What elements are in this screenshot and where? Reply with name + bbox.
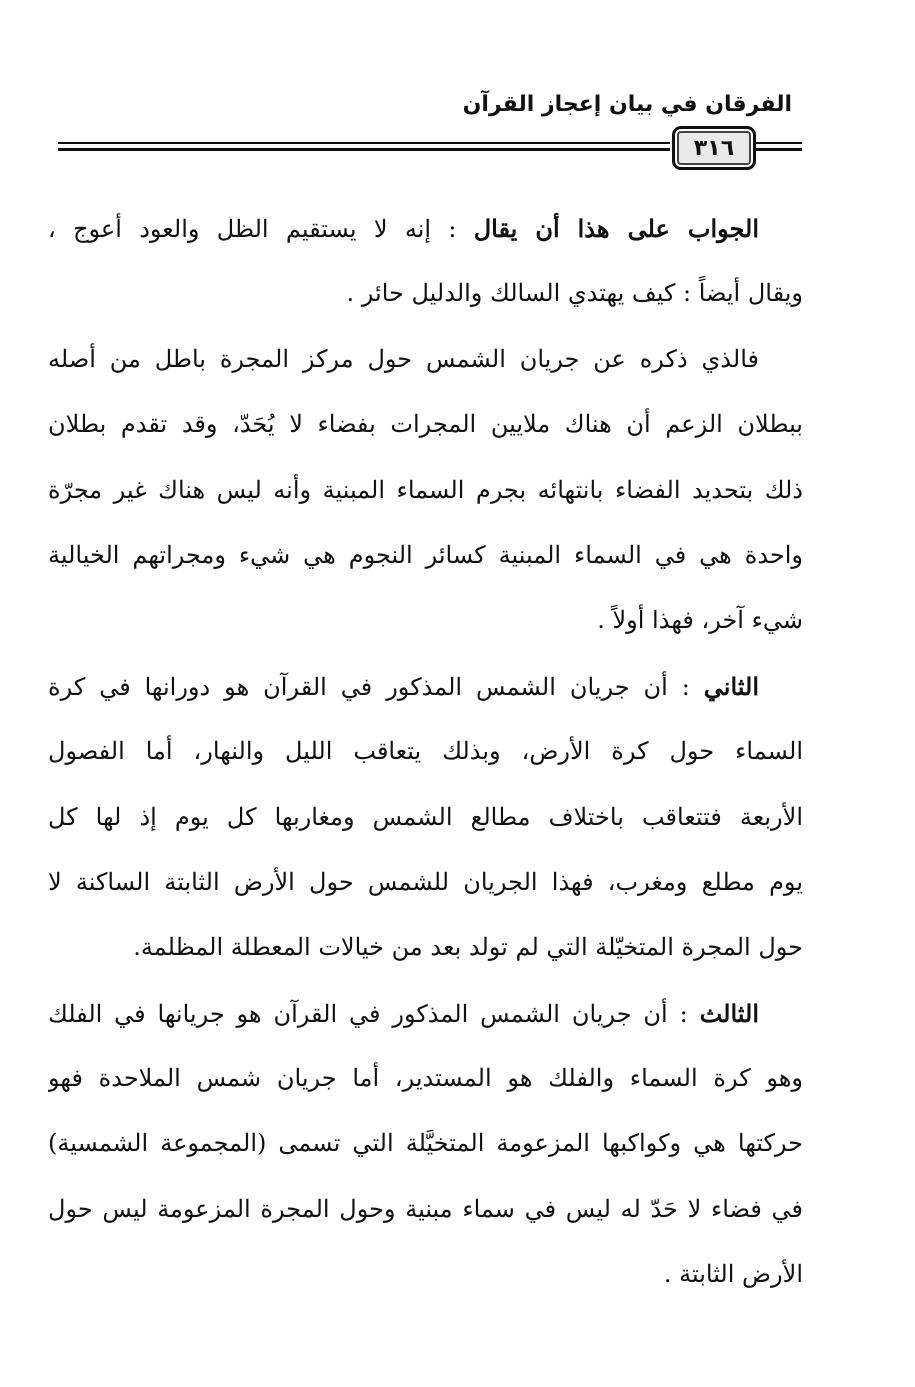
header-rule [58,148,670,151]
paragraph-lead: الجواب على هذا أن يقال [473,214,759,243]
text-line: شيء آخر، فهذا أولاً . [597,606,803,635]
line-text: : أن جريان الشمس المذكور في القرآن هو جريانها في الفلك [48,999,700,1028]
text-line: ويقال أيضاً : كيف يهتدي السالك والدليل حائر . [346,279,803,308]
page-number: ٣١٦ [693,135,735,161]
text-line: فالذي ذكره عن جريان الشمس حول مركز المجرة باطل من أصله [48,344,759,373]
text-line: الأربعة فتتعاقب باختلاف مطالع الشمس ومغاربها كل يوم إذ لها كل [48,802,803,831]
book-title: الفرقان في بيان إعجاز القرآن [462,92,792,117]
text-line: وهو كرة السماء والفلك هو المستدير، أما جريان شمس الملاحدة فهو [48,1064,803,1093]
page-number-badge [672,126,756,170]
text-line: ببطلان الزعم أن هناك ملايين المجرات بفضاء لا يُحَدّ، وقد تقدم بطلان [48,410,803,439]
text-line: حول المجرة المتخيّلة التي لم تولد بعد من خيالات المعطلة المظلمة. [133,933,803,962]
text-line [48,654,803,719]
text-line [48,196,803,261]
body-text [48,196,803,1308]
line-text: : إنه لا يستقيم الظل والعود أعوج ، [48,215,474,243]
line-text: : أن جريان الشمس المذكور في القرآن هو دورانها في كرة [48,672,704,701]
paragraph-lead: الثالث [699,998,759,1028]
text-line [48,981,803,1046]
header-rule [752,148,802,151]
text-line: الأرض الثابتة . [663,1260,803,1289]
text-line: السماء حول كرة الأرض، وبذلك يتعاقب الليل والنهار، أما الفصول [48,737,803,766]
text-line: في فضاء لا حَدّ له ليس في سماء مبنية وحول المجرة المزعومة ليس حول [48,1194,803,1223]
paragraph-lead: الثاني [703,671,759,701]
header-rule [58,142,670,144]
text-line: ذلك بتحديد الفضاء بانتهائه بجرم السماء المبنية وأنه ليس هناك غير مجرّة [48,475,803,504]
text-line: يوم مطلع ومغرب، فهذا الجريان للشمس حول الأرض الثابتة الساكنة لا [48,867,803,896]
text-line: حركتها هي وكواكبها المزعومة المتخيَّلة التي تسمى (المجموعة الشمسية) [48,1129,803,1158]
text-line: واحدة هي في السماء المبنية كسائر النجوم هي شيء ومجراتهم الخيالية [48,540,803,569]
page-header [40,82,800,178]
header-rule [752,142,802,144]
